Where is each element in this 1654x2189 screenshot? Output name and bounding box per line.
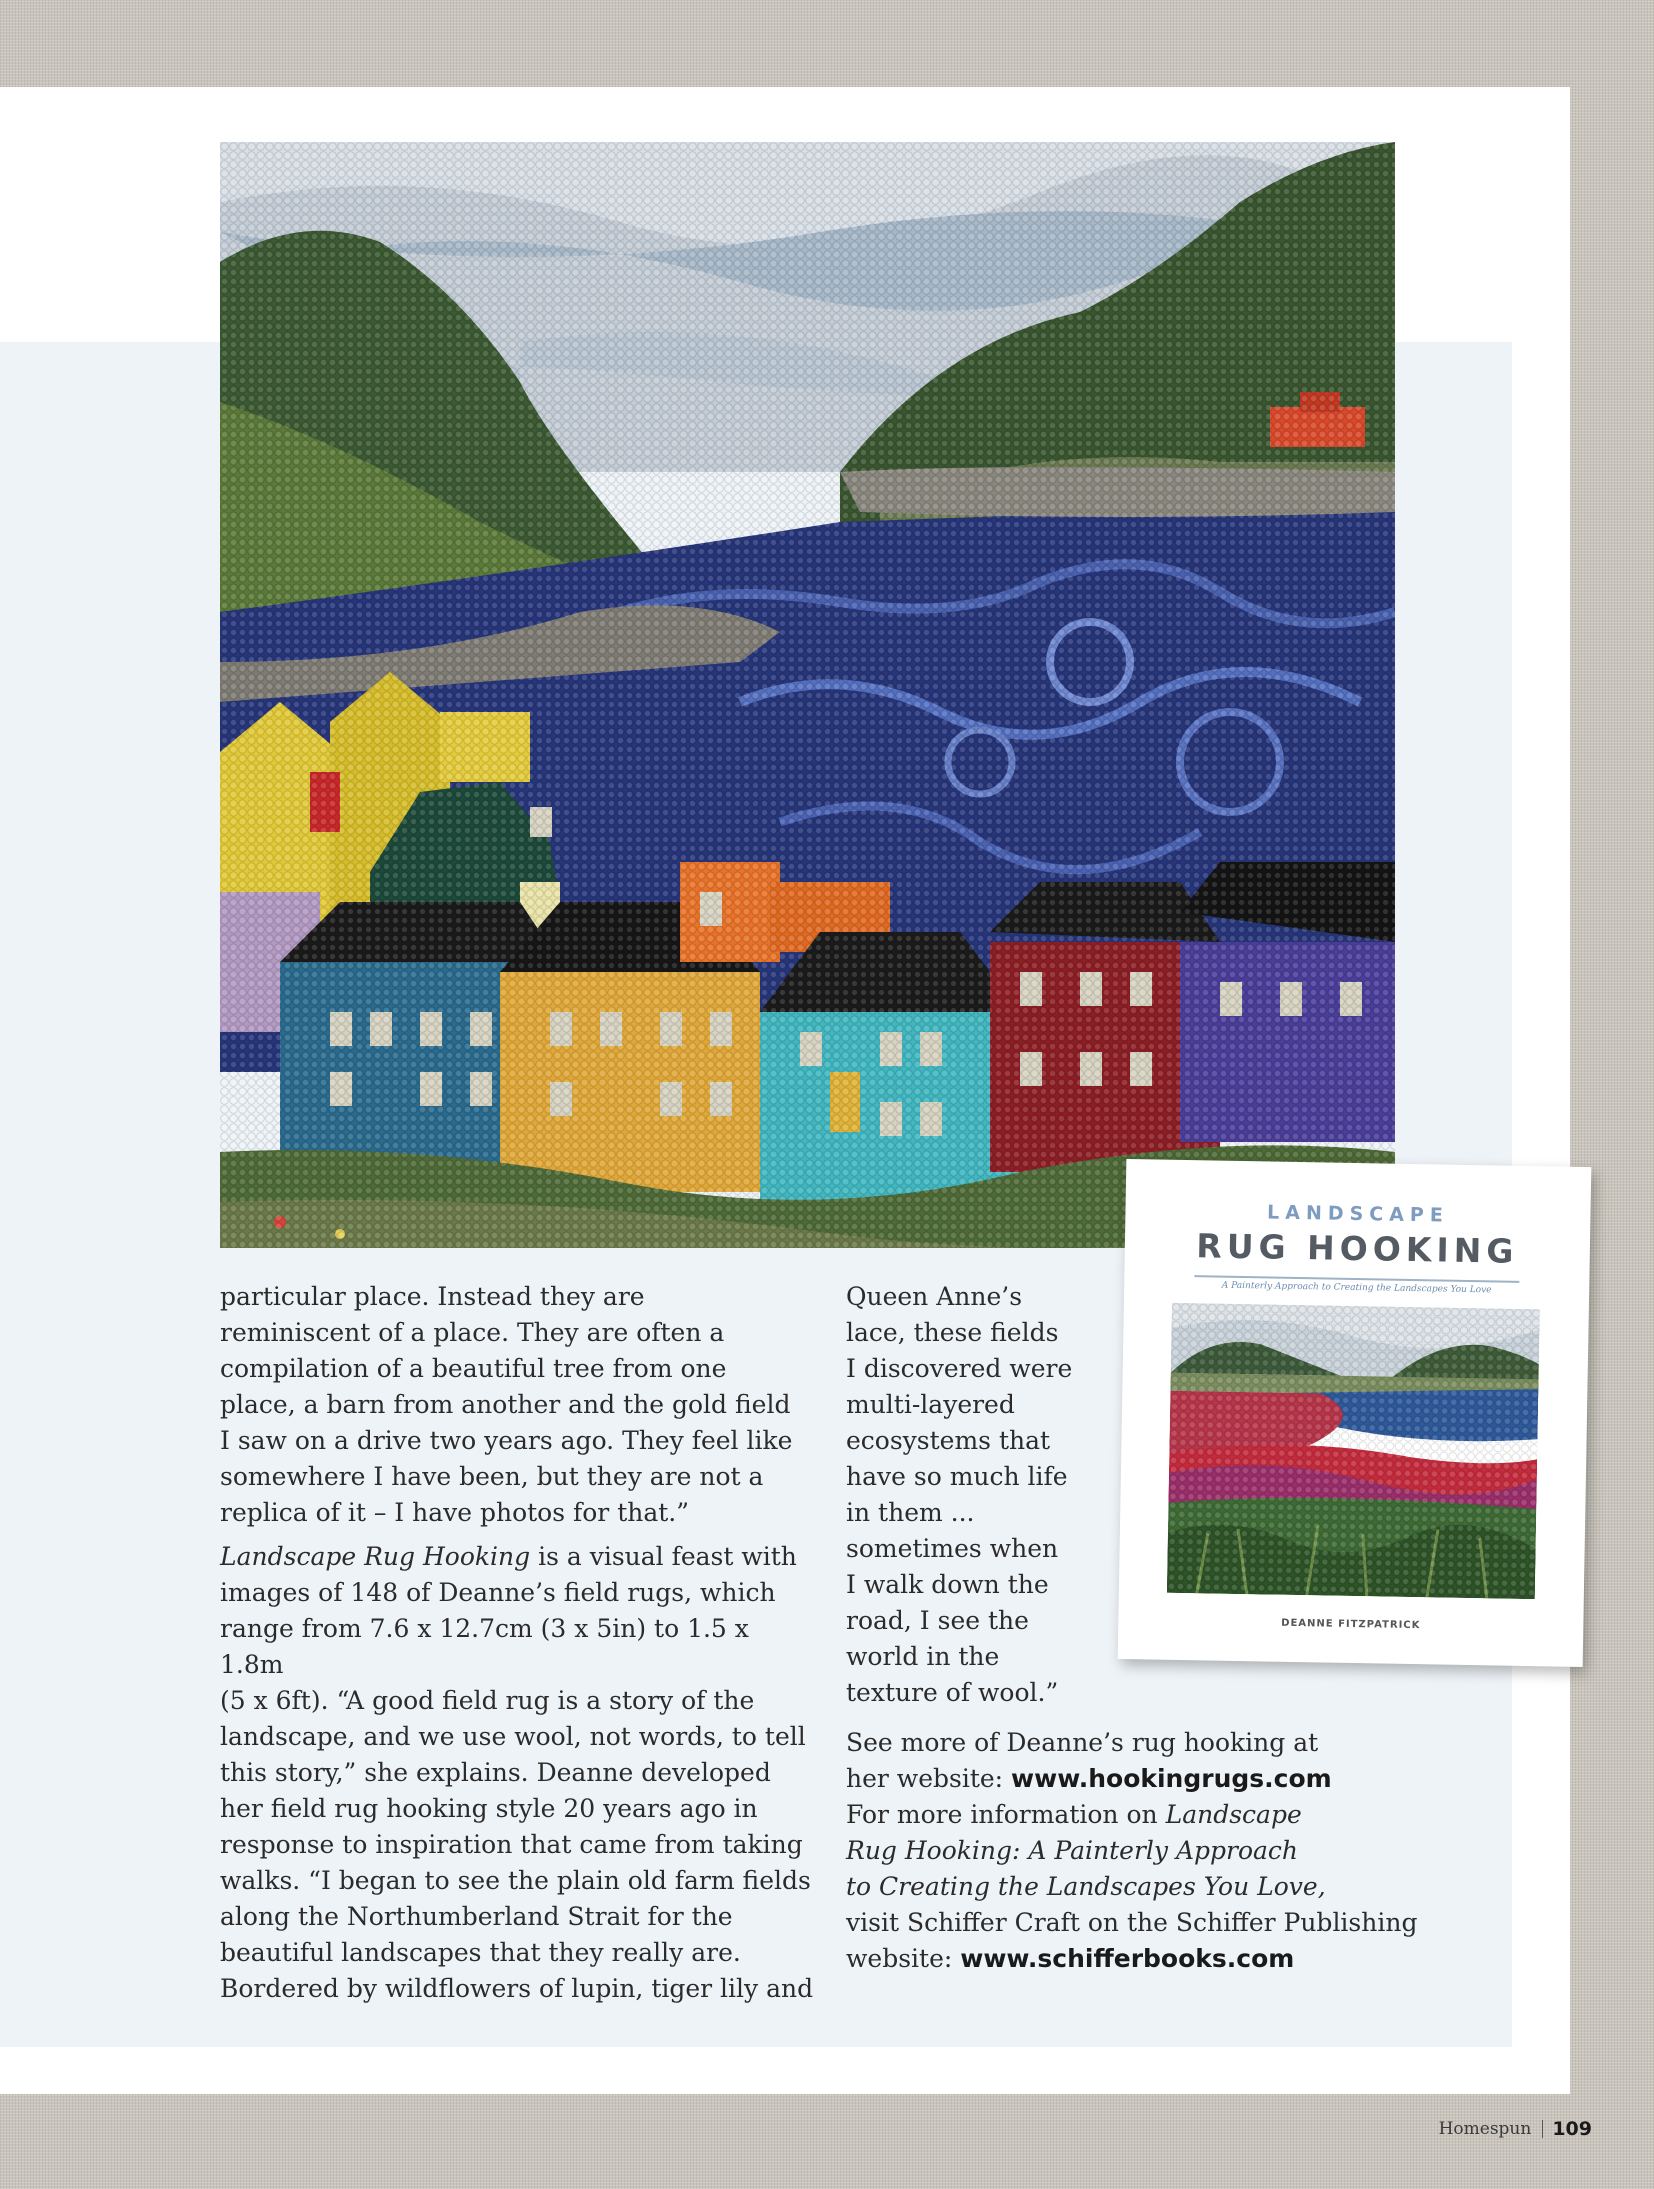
- book-title-italic: Landscape Rug Hooking: A Painterly Approach to Creating the Landscapes You Love,: [846, 1800, 1326, 1901]
- hooked-rug-village-image: [220, 142, 1395, 1248]
- book-author: DEANNE FITZPATRICK: [1281, 1617, 1421, 1632]
- book-subtitle: LANDSCAPE: [1266, 1201, 1450, 1227]
- book-cover-artwork: [1167, 1303, 1540, 1599]
- magazine-name: Homespun: [1438, 2119, 1532, 2139]
- hookingrugs-link[interactable]: www.hookingrugs.com: [1011, 1764, 1332, 1793]
- paragraph-text: For more information on: [846, 1800, 1158, 1829]
- page-footer: [1439, 2118, 1592, 2140]
- book-title-italic: Landscape Rug Hooking: [220, 1542, 531, 1571]
- paragraph-text: is a visual feast with images of 148 of Deanne’s field rugs, which range from 7.6 x 12.7cm (3 x 5in) to 1.5 x 1.8m (5 x 6ft). “A good field rug is a story of the landscape, and we use wool, not words, to tell this story,” she explains. Deanne developed her field rug hooking style 20 years ago in response to inspiration that came from taking walks. “I began to see the plain old farm fields along the Northumberland Strait for the beautiful landscapes that they really are. Bordered by wildflowers of lupin, tiger lily and: [220, 1542, 814, 2003]
- paragraph-text: visit Schiffer Craft on the Schiffer Publishing website:: [846, 1908, 1418, 1973]
- book-cover: [1118, 1159, 1592, 1667]
- footer-divider: [1542, 2120, 1543, 2138]
- article-column-left: [220, 1279, 820, 2007]
- page-number: 109: [1552, 2118, 1592, 2140]
- paragraph-text: See more of Deanne’s rug hooking at her website:: [846, 1728, 1319, 1793]
- more-info-paragraph: [846, 1725, 1486, 1977]
- schifferbooks-link[interactable]: www.schifferbooks.com: [960, 1944, 1295, 1973]
- article-paragraph: [220, 1539, 820, 2007]
- book-tagline: A Painterly Approach to Creating the Landscapes You Love: [1221, 1280, 1492, 1296]
- rug-photo: [220, 142, 1395, 1248]
- field-rug-image: [1167, 1303, 1540, 1599]
- book-title: RUG HOOKING: [1196, 1226, 1519, 1271]
- quote-paragraph: Queen Anne’s lace, these fields I discovered were multi-layered ecosystems that have so much life in them ... sometimes when I walk down the road, I see the world in the texture of wool.”: [846, 1282, 1073, 1707]
- article-paragraph: particular place. Instead they are reminiscent of a place. They are often a compilation of a beautiful tree from one place, a barn from another and the gold field I saw on a drive two years ago. They feel like somewhere I have been, but they are not a replica of it – I have photos for that.”: [220, 1282, 793, 1527]
